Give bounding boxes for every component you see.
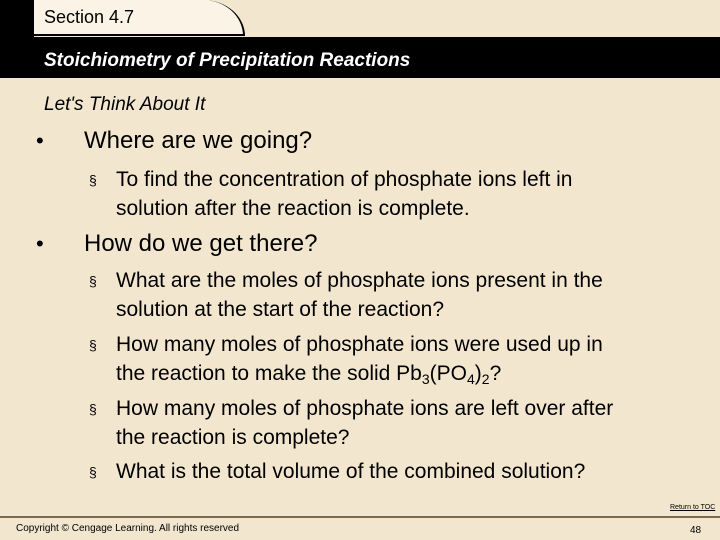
sub-bullet-text: How many moles of phosphate ions are left over after the reaction is complete?: [116, 397, 614, 449]
text-part: (PO: [429, 362, 467, 385]
sub-bullet-text: [116, 330, 636, 388]
subscript: 4: [466, 371, 475, 387]
bullet-text: How do we get there?: [84, 230, 318, 257]
sub-bullet-text: What is the total volume of the combined solution?: [116, 460, 586, 483]
section-label: Section 4.7: [44, 7, 135, 27]
sub-bullet-marker: §: [89, 273, 97, 289]
footer-divider: [0, 516, 720, 518]
slide-title: Stoichiometry of Precipitation Reactions: [44, 50, 411, 71]
text-part: ): [474, 362, 482, 385]
bullet-text: Where are we going?: [84, 127, 313, 154]
text-part: ?: [489, 362, 502, 385]
return-to-toc-link[interactable]: Return to TOC: [670, 504, 716, 511]
text-part: How many moles of phosphate ions were used up in the reaction to make the solid Pb: [116, 333, 603, 385]
subscript: 2: [481, 371, 490, 387]
slide-subtitle: Let's Think About It: [44, 94, 206, 115]
sub-bullet-marker: §: [89, 464, 97, 480]
bullet-marker: •: [36, 128, 44, 153]
sub-bullet-marker: §: [89, 337, 97, 353]
sub-bullet-text: To find the concentration of phosphate ions left in solution after the reaction is complete.: [116, 168, 573, 220]
sub-bullet-text: What are the moles of phosphate ions present in the solution at the start of the reaction?: [116, 269, 603, 321]
page-number: 48: [690, 525, 702, 536]
sub-bullet-marker: §: [89, 401, 97, 417]
subscript: 3: [421, 371, 430, 387]
sub-bullet-marker: §: [89, 172, 97, 188]
bullet-marker: •: [36, 231, 44, 256]
copyright-text: Copyright © Cengage Learning. All rights reserved: [16, 523, 240, 534]
